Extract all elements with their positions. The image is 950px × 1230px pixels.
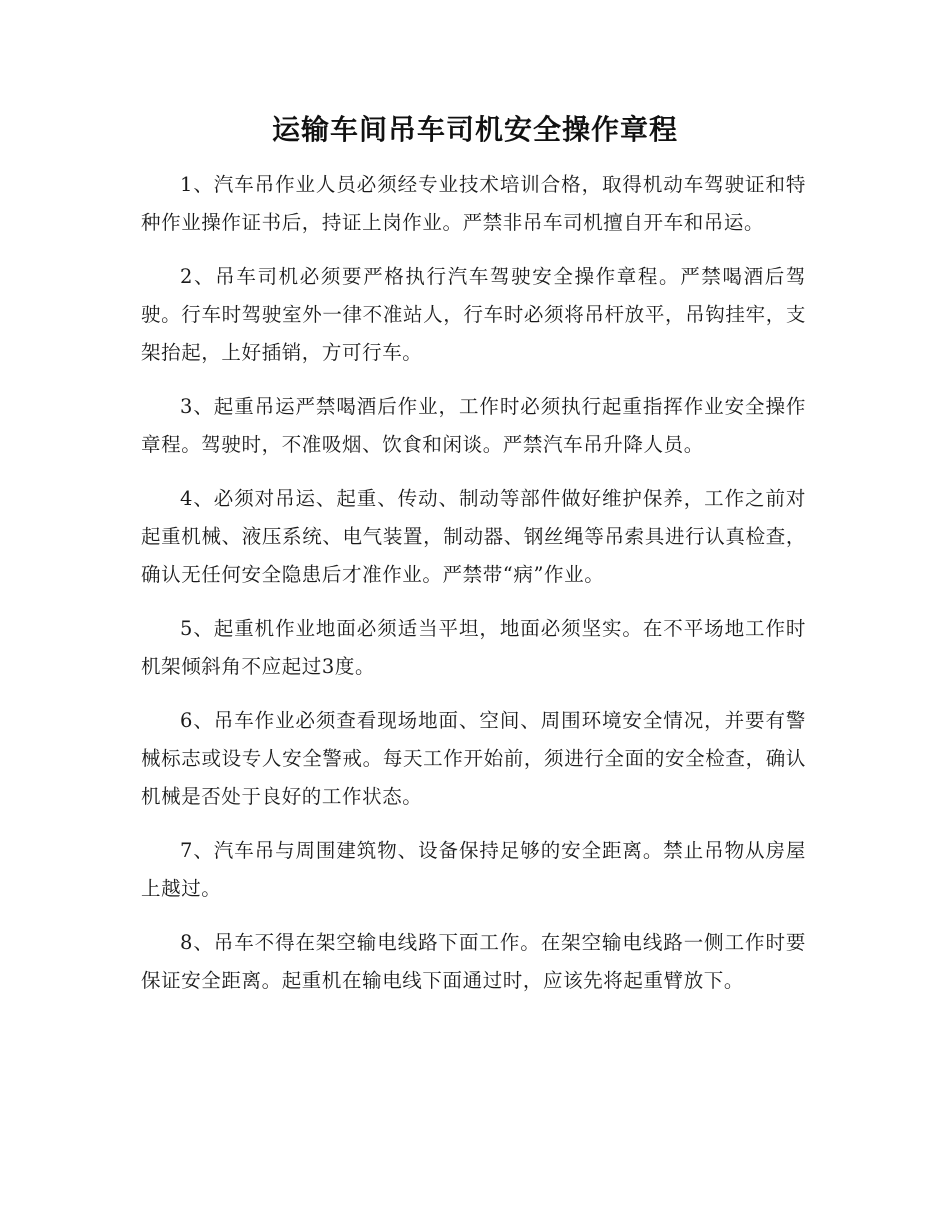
paragraph-6: 6、吊车作业必须查看现场地面、空间、周围环境安全情况，并要有警械标志或设专人安全警戒。每天工作开始前，须进行全面的安全检查，确认机械是否处于良好的工作状态。	[141, 709, 806, 808]
paragraph-8: 8、吊车不得在架空输电线路下面工作。在架空输电线路一侧工作时要保证安全距离。起重机在输电线下面通过时，应该先将起重臂放下。	[141, 931, 806, 992]
paragraph-4: 4、必须对吊运、起重、传动、制动等部件做好维护保养，工作之前对起重机械、液压系统、电气装置，制动器、钢丝绳等吊索具进行认真检查，确认无任何安全隐患后才准作业。严禁带“病”作业。	[141, 487, 806, 586]
paragraph-2: 2、吊车司机必须要严格执行汽车驾驶安全操作章程。严禁喝酒后驾驶。行车时驾驶室外一律不准站人，行车时必须将吊杆放平，吊钩挂牢，支架抬起，上好插销，方可行车。	[141, 265, 806, 364]
paragraph-7: 7、汽车吊与周围建筑物、设备保持足够的安全距离。禁止吊物从房屋上越过。	[141, 839, 806, 900]
paragraph-5: 5、起重机作业地面必须适当平坦，地面必须坚实。在不平场地工作时机架倾斜角不应起过3度。	[141, 617, 806, 678]
paragraph-1: 1、汽车吊作业人员必须经专业技术培训合格，取得机动车驾驶证和特种作业操作证书后，持证上岗作业。严禁非吊车司机擅自开车和吊运。	[141, 173, 806, 234]
document-title: 运输车间吊车司机安全操作章程	[271, 113, 678, 146]
paragraph-3: 3、起重吊运严禁喝酒后作业，工作时必须执行起重指挥作业安全操作章程。驾驶时，不准吸烟、饮食和闲谈。严禁汽车吊升降人员。	[141, 395, 806, 456]
document-body	[141, 166, 806, 1016]
